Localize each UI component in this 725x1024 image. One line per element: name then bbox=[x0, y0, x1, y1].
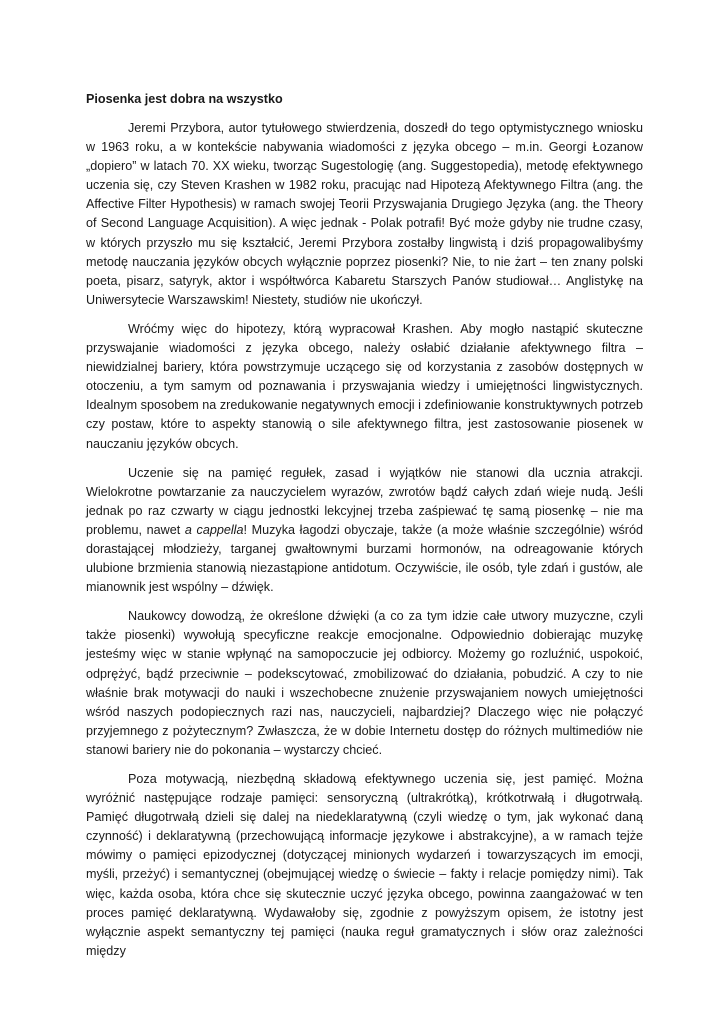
document-body bbox=[86, 90, 643, 971]
paragraph-1: Jeremi Przybora, autor tytułowego stwierdzenia, doszedł do tego optymistycznego wniosku w 1963 roku, a w kontekście nabywania wiadomości z języka obcego – m.in. Georgi Łozanow „dopiero” w latach 70. XX wieku, tworząc Sugestologię (ang. Suggestopedia), metodę efektywnego uczenia się, czy Steven Krashen w 1982 roku, pracując nad Hipotezą Afektywnego Filtra (ang. the Affective Filter Hypothesis) w ramach swojej Teorii Przyswajania Drugiego Języka (ang. the Theory of Second Language Acquisition). A więc jednak - Polak potrafi! Być może gdyby nie trudne czasy, w których przyszło mu się kształcić, Jeremi Przybora zostałby lingwistą i dziś propagowalibyśmy metodę nauczania języków obcych wyłącznie poprzez piosenki? Nie, to nie żart – ten znany polski poeta, pisarz, satyryk, aktor i współtwórca Kabaretu Starszych Panów studiował… Anglistykę na Uniwersytecie Warszawskim! Niestety, studiów nie ukończył. bbox=[86, 121, 643, 307]
paragraph-3-italic-phrase: a cappella bbox=[184, 522, 244, 537]
paragraph-3 bbox=[86, 464, 643, 598]
paragraph-3-text-start: Uczenie się na pamięć regułek, zasad i wyjątków nie stanowi dla ucznia atrakcji. Wielokrotne powtarzanie za nauczycielem wyrazów, zwrotów bądź całych zdań wieje nudą. Jeśli jednak po raz czwarty w ciągu jednostki lekcyjnej trzeba zaśpiewać tę samą piosenkę – nie ma problemu, nawet bbox=[86, 465, 643, 537]
paragraph-4: Naukowcy dowodzą, że określone dźwięki (a co za tym idzie całe utwory muzyczne, czyli także piosenki) wywołują specyficzne reakcje emocjonalne. Odpowiednio dobierając muzykę jesteśmy więc w stanie wpłynąć na samopoczucie jej odbiorcy. Możemy go rozluźnić, uspokoić, odprężyć, bądź przeciwnie – podekscytować, zmobilizować do działania, pobudzić. A czy to nie właśnie brak motywacji do nauki i wszechobecne znużenie przyswajaniem nowych umiejętności wśród naszych podopiecznych razi nas, nauczycieli, najbardziej? Dlaczego więc nie połączyć przyjemnego z pożytecznym? Zwłaszcza, że w dobie Internetu dostęp do różnych multimediów nie stanowi bariery nie do pokonania – wystarczy chcieć. bbox=[86, 609, 643, 757]
paragraph-5: Poza motywacją, niezbędną składową efektywnego uczenia się, jest pamięć. Można wyróżnić następujące rodzaje pamięci: sensoryczną (ultrakrótką), krótkotrwałą i długotrwałą. Pamięć długotrwałą dzieli się dalej na niedeklaratywną (czyli wiedzę o tym, jak wykonać daną czynność) i deklaratywną (przechowującą informacje językowe i abstrakcyjne), a w ramach tejże mówimy o pamięci epizodycznej (dotyczącej minionych wydarzeń i towarzyszących im emocji, myśli, przeżyć) i semantycznej (obejmującej wiedzę o świecie – fakty i relacje pomiędzy nimi). Tak więc, każda osoba, która chce się skutecznie uczyć języka obcego, powinna zaangażować w ten proces pamięć deklaratywną. Wydawałoby się, zgodnie z powyższym opisem, że istotny jest wyłącznie aspekt semantyczny tej pamięci (nauka reguł gramatycznych i słów oraz zależności między bbox=[86, 772, 643, 958]
paragraph-2: Wróćmy więc do hipotezy, którą wypracował Krashen. Aby mogło nastąpić skuteczne przyswajanie wiadomości z języka obcego, należy osłabić działanie afektywnego filtra – niewidzialnej bariery, która powstrzymuje uczącego się od korzystania z zasobów dostępnych w otoczeniu, a tym samym od poznawania i przyswajania wiedzy i umiejętności lingwistycznych. Idealnym sposobem na zredukowanie negatywnych emocji i zdefiniowanie konstruktywnych potrzeb czy postaw, które to aspekty stanowią o sile afektywnego filtra, jest zastosowanie piosenek w nauczaniu języków obcych. bbox=[86, 321, 643, 451]
paragraph-3-text-end: ! Muzyka łagodzi obyczaje, także (a może właśnie szczególnie) wśród dorastającej młodzieży, targanej gwałtownymi burzami hormonów, na odreagowanie których ulubione brzmienia stanowią niezastąpione antidotum. Oczywiście, ile osób, tyle zdań i gustów, ale mianownik jest wspólny – dźwięk. bbox=[86, 522, 643, 595]
document-title: Piosenka jest dobra na wszystko bbox=[86, 92, 283, 106]
